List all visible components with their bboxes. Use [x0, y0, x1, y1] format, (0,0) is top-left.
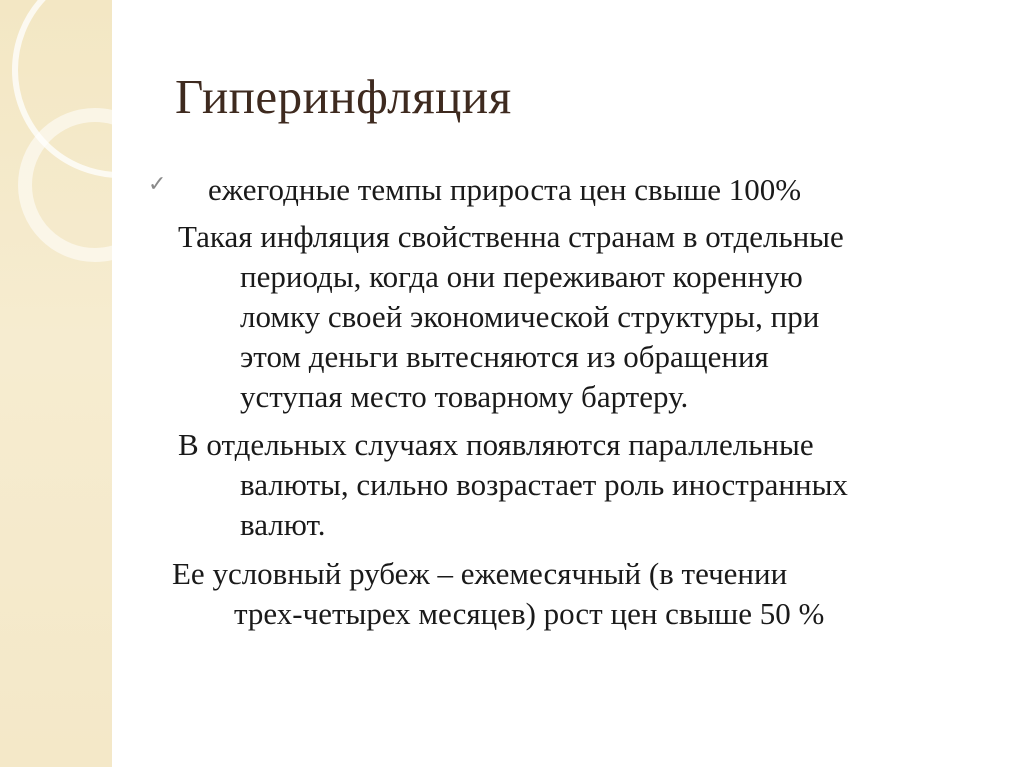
bullet-text: ежегодные темпы прироста цен свыше 100%: [208, 172, 802, 207]
decorative-rings-graphic: [0, 0, 112, 767]
decorative-side-band: [0, 0, 112, 767]
text-line: уступая место товарному бартеру.: [240, 379, 689, 414]
text-line: Такая инфляция свойственна странам в отдельные: [178, 219, 844, 254]
text-line: Ее условный рубеж – ежемесячный (в течении: [172, 556, 788, 591]
slide-title: Гиперинфляция: [175, 69, 512, 124]
text-line: валют.: [240, 507, 326, 542]
checkmark-bullet-icon: ✓: [148, 172, 167, 197]
paragraph-parallel-currencies: [178, 425, 848, 545]
text-line: периоды, когда они переживают коренную: [240, 259, 803, 294]
paragraph-threshold: [172, 554, 824, 634]
text-line: ломку своей экономической структуры, при: [240, 299, 820, 334]
text-line: В отдельных случаях появляются параллельные: [178, 427, 814, 462]
text-line: этом деньги вытесняются из обращения: [240, 339, 769, 374]
paragraph-hyperinflation-periods: [178, 217, 844, 417]
text-line: валюты, сильно возрастает роль иностранных: [240, 467, 848, 502]
text-line: трех-четырех месяцев) рост цен свыше 50 %: [234, 596, 825, 631]
